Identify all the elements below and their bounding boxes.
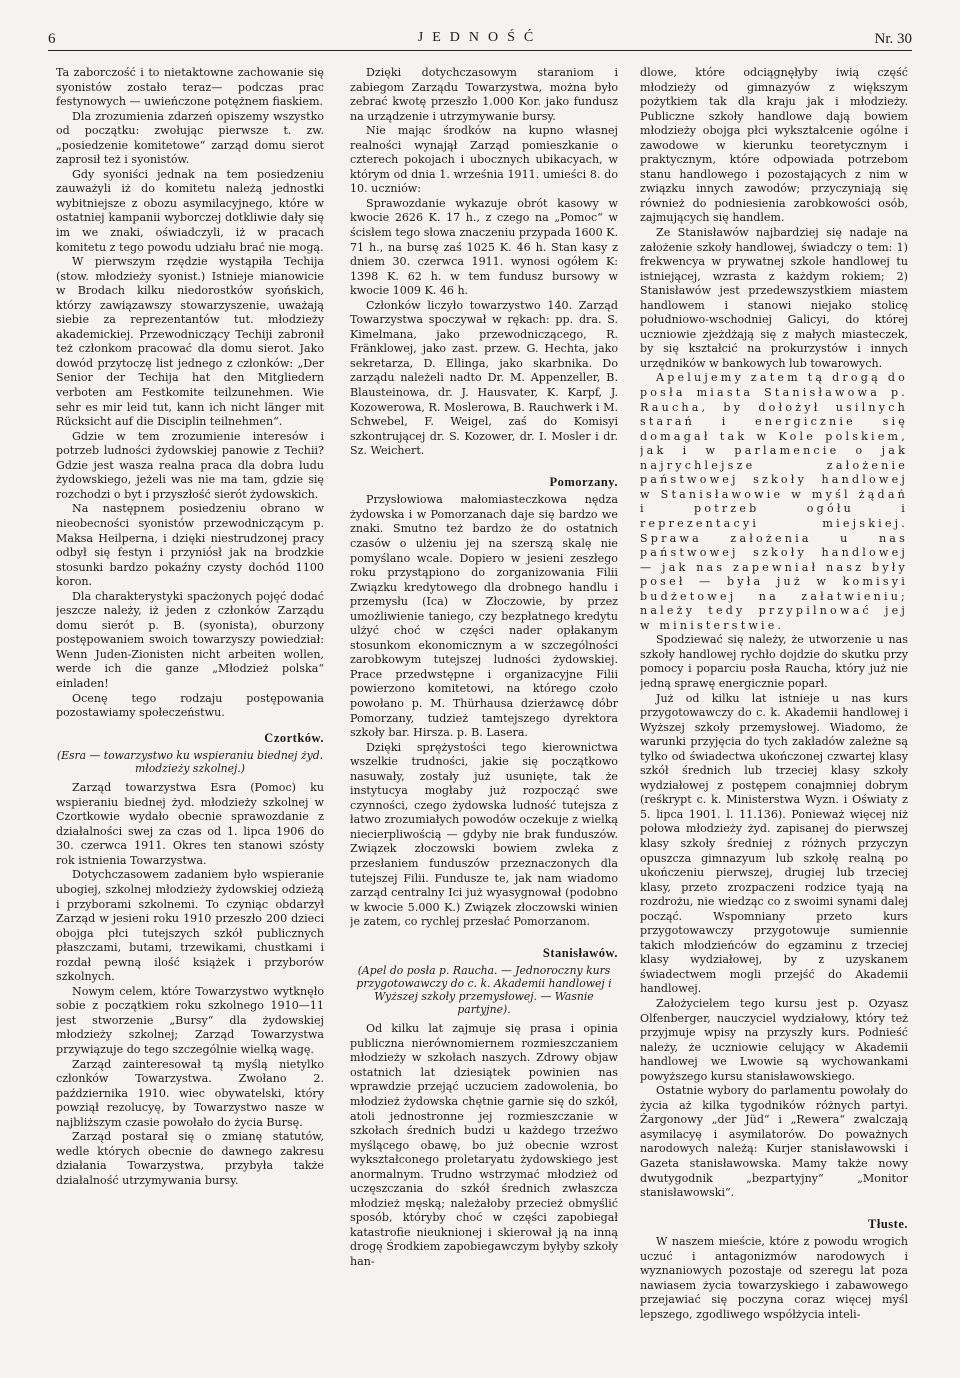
paragraph: Gdy syoniści jednak na tem posiedzeniu zauważyli iż do komitetu należą jednostki wybitniejsze z obozu asymilacyjnego, które w ostatniej kampanii wyborczej dotkliwie dały się im we znaki, oświadczyli, iż w pracach komitetu z tego powodu udziału brać nie mogą. bbox=[56, 167, 324, 254]
paragraph: Założycielem tego kursu jest p. Ozyasz Olfenberger, nauczyciel wydziałowy, który też przyjmuje wpisy na przyszły kurs. Podnieść należy, że uczniowie celujący w Akademii handlowej we Lwowie są wychowankami powyższego kursu stanisławowskiego. bbox=[640, 997, 908, 1083]
paragraph: Dzięki dotychczasowym staraniom i zabiegom Zarządu Towarzystwa, można było zebrać kwotę przeszło 1.000 Kor. jako fundusz na urządzenie i utrzymywanie bursy. bbox=[350, 66, 618, 123]
paragraph: Ocenę tego rodzaju postępowania pozostawiamy społeczeństwu. bbox=[56, 691, 324, 720]
page-number: 6 bbox=[48, 31, 56, 47]
paragraph: Od kilku lat zajmuje się prasa i opinia publiczna nierównomiernem rozmieszczaniem młodzieży w szkołach naszych. Zdrowy objaw ostatnich lat dziesiątek powinien nas wprawdzie przejąć uczuciem zadowolenia, bo młodzież żydowska chętnie garnie się do szkół, atoli jednostronne jej rozmieszczanie w szkołach średnich budzi u każdego trzeźwo myślącego obawę, bo już obecnie wzrost wykształconego proletaryatu żydowskiego jest anormalnym. Trudno wstrzymać młodzież od uczęszczania do szkół średnich zwłaszcza młodzież męską; należałoby przecież obmyślić sposób, któryby choć w części zapobiegał katastrofie nieuknionej i skierował ją na inną drogę Środkiem zapobiegawczym byłyby szkoły han- bbox=[350, 1022, 618, 1269]
paragraph: Przysłowiowa małomiasteczkowa nędza żydowska i w Pomorzanach daje się bardzo we znaki. Smutno też bardzo że do ostatnich czasów o ulżeniu jej na szerszą skalę nie pomyślano wcale. Dopiero w jesieni zeszłego roku przystąpiono do zorganizowania Filii Związku kredytowego dla drobnego handlu i przemysłu (Ica) w Złoczowie, by przez umożliwienie taniego, czy bezpłatnego kredytu ulżyć choć w części nader opłakanym stosunkom ekonomicznym a w szczególności zarobkowym tutejszej ludności żydowskiej. Prace przedwstępne i organizacyjne Filii powierzono komitetowi, na którego czoło powołano p. M. Thürhausa dzierżawcę dóbr Pomorzany, tudzież tamtejszego dyrektora szkoły bar. Hirsza. p. B. Lasera. bbox=[350, 493, 618, 740]
paragraph: Sprawozdanie wykazuje obrót kasowy w kwocie 2626 K. 17 h., z czego na „Pomoc“ w ścisłem tego słowa znaczeniu przypada 1600 K. 71 h., na bursę zaś 1025 K. 46 h. Stan kasy z dniem 30. czerwca 1911. wynosi ogółem K: 1398 K. 62 h. w tem fundusz bursowy w kwocie 1009 K. 46 h. bbox=[350, 196, 618, 298]
paragraph: Ostatnie wybory do parlamentu powołały do życia aż kilka tygodników różnych partyi. Żargonowy „der Jüd“ i „Rewera“ zwalczają asymilacyę i asymilatorów. Do poważnych narodowych należą: Kurjer stanisławowski i Gazeta stanisławowska. Mamy także nowy dwutygodnik „bezpartyjny“ „Monitor stanisławowski“. bbox=[640, 1084, 908, 1200]
paragraph: Członków liczyło towarzystwo 140. Zarząd Towarzystwa spoczywał w rękach: pp. dra. S. Kimelmana, jako przewodniczącego, R. Fränklowej, jako zast. przew. G. Hechta, jako sekretarza, D. Ellinga, jako skarbnika. Do zarządu należeli nadto Dr. M. Appenzeller, B. Blausteinowa, dr. J. Hausvater, K. Karpf, J. Kozowerowa, R. Moslerowa, B. Rauchwerk i M. Schwebel, F. Weigel, zaś do Komisyi szkontrującej dr. S. Kozower, dr. I. Mosler i dr. Sz. Weichert. bbox=[350, 298, 618, 458]
paragraph: Zarząd postarał się o zmianę statutów, wedle których obecnie do dawnego zakresu działania Towarzystwa, przybyła także działalność utrzymywania bursy. bbox=[56, 1130, 324, 1187]
section-heading-pomorzany: Pomorzany. bbox=[549, 474, 618, 489]
paragraph: Ta zaborczość i to nietaktowne zachowanie się syonistów zostało teraz— podczas prac festynowych — uwieńczone potężnem fiaskiem. bbox=[56, 66, 324, 109]
paragraph: Dzięki sprężystości tego kierownictwa wszelkie trudności, jakie się początkowo nasuwały, zostały już usunięte, tak że instytucya mogłaby już rozpocząć swe czynności, czego żydowska ludność tutejsza z łatwo zrozumiałych powodów oczekuje z wielką niecierpliwością — gdyby nie brak funduszów. Związek złoczowski bowiem zwleka z przesłaniem funduszów przeznaczonych dla tutejszej Filii. Fundusze te, jak nam wiadomo zarząd centralny Ici już wyasygnował (podobno w kwocie 5.000 K.) Związek złoczowski winien je zatem, co rychlej przesłać Pomorzanom. bbox=[350, 740, 618, 929]
paragraph: Dla charakterystyki spacżonych pojęć dodać jeszcze należy, iż jeden z członków Zarządu domu sierót p. B. (syonista), oburzony postępowaniem swoich towarzyszy powiedział: Wenn Juden-Zionisten nicht arbeiten wollen, werde ich die ganze „Młodzież polska“ einladen! bbox=[56, 589, 324, 690]
paragraph: Ze Stanisławów najbardziej się nadaje na założenie szkoły handlowej, świadczy o tem: 1) frekwencya w prywatnej szkole handlowej tu istniejącej, wzrasta z każdym rokiem; 2) Stanisławów jest przedewszystkiem miastem handlowem i stanowi niejako stolicę południowo-wschodniej Galicyi, do której uczniowie zjeżdżają się z małych miasteczek, by się kształcić na prokurzystów i innych urzędników w bankowych lub towarowych. bbox=[640, 226, 908, 370]
paragraph: dlowe, które odciągnęłyby iwią część młodzieży od gimnazyów z większym pożytkiem tak dla kraju jak i młodzieży. Publiczne szkoły handlowe dają bowiem młodzieży obojga płci wykształcenie ogólne i zawodowe w kierunku teoretycznym i praktycznym, które odpowiada potrzebom stanu handlowego i pozostających z nim w związku innych zawodów; przyczyniają się również do podniesienia zarobkowości osób, zajmujących się handlem. bbox=[640, 66, 908, 225]
column-3 bbox=[640, 66, 908, 1366]
paragraph: Spodziewać się należy, że utworzenie u nas szkoły handlowej rychło dojdzie do skutku przy pomocy i poparciu posła Raucha, który już nie jedną sprawę energicznie poparł. bbox=[640, 633, 908, 690]
paragraph: Nowym celem, które Towarzystwo wytknęło sobie z początkiem roku szkolnego 1910—11 jest stworzenie „Bursy“ dla żydowskiej młodzieży szkolnej; Zarząd Towarzystwa przywiązuje do tego szczególnie wielką wagę. bbox=[56, 984, 324, 1056]
paragraph: Już od kilku lat istnieje u nas kurs przygotowawczy do c. k. Akademii handlowej i Wyższej szkoły przemysłowej. Wiadomo, że warunki przyjęcia do tych zakładów zależne są tylko od świadectwa ukończonej czwartej klasy szkół średnich lub trzeciej klasy szkoły wydziałowej z postępem conajmniej dobrym (reśkrypt c. k. Ministerstwa Wyzn. i Oświaty z 5. lipca 1901. l. 11.136). Ponieważ więcej niż połowa młodzieży żyd. zapisanej do pierwszej klasy szkoły średniej z różnych przyczyn opuszcza gimnazyum lub szkołę realną po ukończeniu pierwszej, drugiej lub trzeciej klasy, przeto zrozpaczeni rodzice tyają na rozdrożu, nie wiedząc co z swoimi synami dalej począć. Wspomniany przeto kurs przygotowawczy przygotowuje sumiennie takich młodzieńców do egzaminu z trzeciej klasy wydziałowej, by z uzyskanem świadectwem mogli przejść do Akademii handlowej. bbox=[640, 691, 908, 996]
paragraph: Dotychczasowem zadaniem było wspieranie ubogiej, szkolnej młodzieży żydowskiej odzieżą i przyborami szkolnemi. To czyniąc obdarzył Zarząd w jesieni roku 1910 przeszło 200 dzieci obojga płci tutejszych szkół publicznych płaszczami, butami, trzewikami, chustkami i rozdał pewną ilość książek i przyborów szkolnych. bbox=[56, 868, 324, 984]
section-subtitle: (Apel do posła p. Raucha. — Jednoroczny kurs przygotowawczy do c. k. Akademii handlowej i Wyższej szkoły przemysłowej. — Wasnie partyjne). bbox=[356, 964, 612, 1017]
paragraph: Na następnem posiedzeniu obrano w nieobecności syonistów przewodniczącym p. Maksa Heilperna, i dzięki niestrudzonej pracy odbył się festyn i przyniósł jak na brodzkie stosunki bardzo pokaźny czysty dochód 1100 koron. bbox=[56, 502, 324, 589]
column-2 bbox=[350, 66, 618, 1366]
paragraph-spaced: Apelujemy zatem tą drogą do posła miasta Stanisławowa p. Raucha, by dołożył usilnych starań i energicznie się domagał tak w Kole polskiem, jak i w parlamencie o jak najrychlejsze założenie państwowej szkoły handlowej w Stanisławowie w myśl żądań i potrzeb ogółu i reprezentacyi miejskiej. Sprawa założenia u nas państwowej szkoły handlowej — jak nas zapewniał nasz były poseł — była już w komisyi budżetowej na załatwieniu; należy tedy przypilnować jej w ministerstwie. bbox=[640, 371, 908, 632]
section-heading-stanislawow: Stanisławów. bbox=[542, 945, 618, 960]
newspaper-title: JEDNOŚĆ bbox=[417, 30, 543, 45]
section-heading-czortkow: Czortków. bbox=[264, 730, 324, 745]
paragraph: Gdzie w tem zrozumienie interesów i potrzeb ludności żydowskiej panowie z Techii? Gdzie jest wasza realna praca dla dobra ludu żydowskiego, jeżeli was nie ma tam, gdzie się rozchodzi o byt i przyszłość sierót żydowskich. bbox=[56, 429, 324, 501]
column-1 bbox=[56, 66, 324, 1366]
paragraph: Zarząd towarzystwa Esra (Pomoc) ku wspieraniu biednej żyd. młodzieży szkolnej w Czortkowie wydało obecnie sprawozdanie z działalności swej za czas od 1. lipca 1906 do 30. czerwca 1911. Okres ten stanowi szósty rok istnienia Towarzystwa. bbox=[56, 781, 324, 867]
page-header bbox=[48, 28, 912, 51]
paragraph: Dla zrozumienia zdarzeń opiszemy wszystko od początku: zwołując pierwsze t. zw. „posiedzenie komitetowe“ zarząd domu sierot zaprosił też i syonistów. bbox=[56, 109, 324, 167]
section-subtitle: (Esra — towarzystwo ku wspieraniu biednej żyd. młodzieży szkolnej.) bbox=[56, 749, 324, 776]
paragraph: W naszem mieście, które z powodu wrogich uczuć i antagonizmów narodowych i wyznaniowych pozostaje od szeregu lat poza nawiasem życia towarzyskiego i zabawowego przejawiać się poczyna coraz więcej myśl lepszego, zgodliwego współżycia inteli- bbox=[640, 1235, 908, 1321]
paragraph: Nie mając środków na kupno własnej realności wynajął Zarząd pomieszkanie o czterech pokojach i ubocznych ubikacyach, w którym od dnia 1. września 1911. umieści 8. do 10. uczniów: bbox=[350, 124, 618, 196]
paragraph: Zarząd zainteresował tą myślą nietylko członków Towarzystwa. Zwołano 2. października 1910. wiec obywatelski, który powziął rezolucyę, by Towarzystwo nasze w najbliższym czasie powołało do życia Bursę. bbox=[56, 1057, 324, 1129]
issue-number: Nr. 30 bbox=[874, 31, 912, 47]
section-heading-tluste: Tłuste. bbox=[868, 1216, 908, 1231]
paragraph: W pierwszym rzędzie wystąpiła Techija (stow. młodzieży syonist.) Istnieje mianowicie w Brodach kilku niedorostków syońskich, którzy zawiązawszy stowarzyszenie, uważają siebie za reprezentantów tut. młodzieży akademickiej. Przewodniczący Techiji zabronił też członkom pracować dla domu sierot. Jako dowód przytoczę list jednego z członków: „Der Senior der Techija hat den Mitgliedern verboten am Festkomite teilzunehmen. Wie sehr es mir leid tut, kann ich nicht länger mit Rücksicht auf die Disciplin teilnehmen“. bbox=[56, 255, 324, 429]
